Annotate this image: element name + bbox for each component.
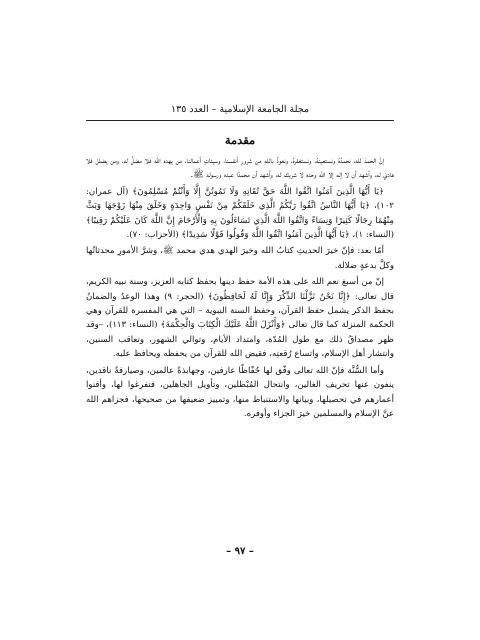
paragraph-opening-praise: إنَّ الحمدَ لله، نحمدُهُ ونستعينهُ، ونستغفرهُ، ونعوذُ باللهِ من شرورِ أنفسنا، وسيئاتِ أعمالنا، من يهده الله فلا مضلَّ له، ومن يضلل فلا هاديَ له، وأشهد أن لا إله إلا الله وحده لا شريك له، وأشهد أن محمدًا عبده ورسوله ﷺ. bbox=[86, 156, 394, 181]
paragraph-amma-bad: أمّا بعد: فإنّ خيرَ الحديثِ كتابُ الله وخيرَ الهدي هدي محمد ﷺ، وشرَّ الأمورِ محدثاتُها وكلَّ بدعةٍ ضلالة. bbox=[86, 246, 394, 271]
running-header: مجلة الجامعة الإسلامية – العدد ١٣٥ bbox=[170, 104, 309, 115]
paragraph-quran-verses: ﴿يَا أَيُّهَا الَّذِينَ آمَنُوا اتَّقُوا اللَّهَ حَقَّ تُقَاتِهِ وَلَا تَمُوتُنَّ إِلَّا وَأَنْتُمْ مُسْلِمُونَ﴾ (آل عمران: ١٠٢)، ﴿يَا أَيُّهَا النَّاسُ اتَّقُوا رَبَّكُمُ الَّذِي خَلَقَكُمْ مِنْ نَفْسٍ وَاحِدَةٍ وَخَلَقَ مِنْهَا زَوْجَهَا وَبَثَّ مِنْهُمَا رِجَالًا كَثِيرًا وَنِسَاءً وَاتَّقُوا اللَّهَ الَّذِي تَسَاءَلُونَ بِهِ وَالْأَرْحَامَ إِنَّ اللَّهَ كَانَ عَلَيْكُمْ رَقِيبًا﴾ (النساء: ١)، ﴿يَا أَيُّهَا الَّذِينَ آمَنُوا اتَّقُوا اللَّهَ وَقُولُوا قَوْلًا سَدِيدًا﴾ (الأحزاب: ٧٠). bbox=[86, 186, 394, 241]
paragraph-preservation: إنّ من أسبغ نعم الله على هذه الأمة حفظ دينها بحفظ كتابه العزيز، وسنة نبيه الكريم، قال تعالى: ﴿إِنَّا نَحْنُ نَزَّلْنَا الذِّكْرَ وَإِنَّا لَهُ لَحَافِظُونَ﴾ (الحجر: ٩) وهذا الوعدُ والضمانُ بحفظ الذكر يشمل حفظ القرآن، وحفظ السنة النبوية – التي هي المفسرة للقرآن وهي الحكمة المنزلة كما قال تعالى ﴿وَأَنْزَلَ اللَّهُ عَلَيْكَ الْكِتَابَ وَالْحِكْمَةَ﴾ (النساء: ١١٣)، –وقد ظهر مصداقُ ذلك مع طول المُدّة، وامتداد الأيام، وتوالي الشهور، وتعاقب السنين، وانتشار أهل الإسلام، واتساع رُقعتِه، فقيض الله للقرآن من يحفظه ويحافظ عليه. bbox=[86, 277, 394, 360]
page-number: – ٩٧ – bbox=[226, 546, 254, 557]
body-text bbox=[86, 154, 394, 534]
header-divider bbox=[86, 120, 394, 121]
section-title: مقدمة bbox=[224, 133, 256, 147]
paragraph-sunnah: وأما السُّنَّة فإنّ الله تعالى وفّق لها حُفّاظًا عارفين، وجهابذةً عالمين، وصيارفةً ناقدين، ينفون عنها تحريف الغالين، وانتحال المُبْطلين، وتأويل الجاهلين، فتفرغوا لها، وأفنوا أعمارهم في تحصيلها، وبيانها والاستنباط منها، وتمييز ضعيفها من صحيحها، فجزاهم الله عنَّ الإسلام والمسلمين خيرَ الجزاء وأوفره. bbox=[86, 365, 394, 419]
